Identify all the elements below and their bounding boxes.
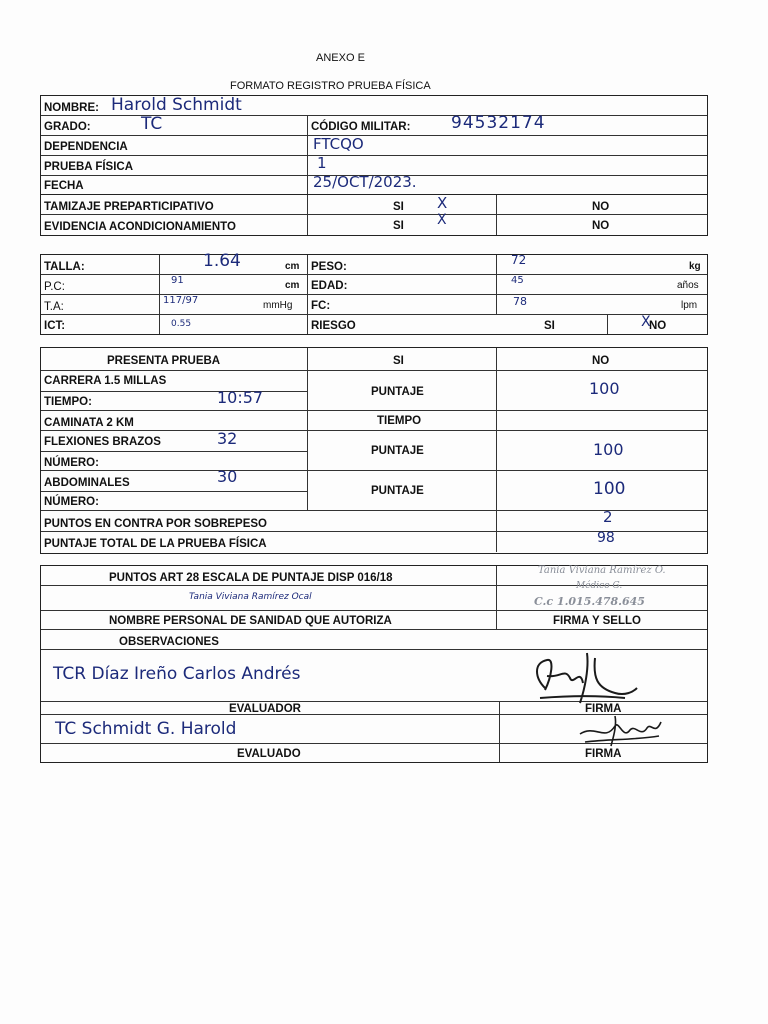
row-talla bbox=[41, 251, 707, 275]
evidencia-si: SI bbox=[393, 220, 404, 232]
fecha-value: 25/OCT/2023. bbox=[313, 173, 417, 191]
contra-value: 2 bbox=[603, 508, 613, 526]
grado-label: GRADO: bbox=[44, 121, 91, 133]
peso-value: 72 bbox=[511, 253, 527, 267]
tiempo-value: 10:57 bbox=[217, 388, 264, 407]
nombre-label: NOMBRE: bbox=[44, 102, 99, 114]
peso-label: PESO: bbox=[311, 261, 347, 273]
presenta-si: SI bbox=[393, 355, 404, 367]
riesgo-si: SI bbox=[544, 320, 555, 332]
abdominales-numero-label: NÚMERO: bbox=[44, 496, 99, 508]
stamp-line-1: Tania Viviana Ramírez O. bbox=[538, 565, 666, 576]
row-ict bbox=[41, 315, 707, 334]
row-grado bbox=[41, 113, 707, 136]
abdominales-puntaje-label: PUNTAJE bbox=[371, 485, 424, 497]
riesgo-no-mark: X bbox=[641, 314, 651, 330]
medical-stamp bbox=[508, 565, 678, 610]
firma2-label: FIRMA bbox=[585, 748, 622, 760]
row-fecha bbox=[41, 173, 707, 194]
presenta-label: PRESENTA PRUEBA bbox=[107, 355, 221, 367]
stamp-line-3: C.c 1.015.478.645 bbox=[534, 595, 645, 608]
edad-unit: años bbox=[677, 280, 699, 291]
ta-label: T.A: bbox=[44, 301, 64, 313]
talla-value: 1.64 bbox=[203, 251, 241, 271]
presenta-no: NO bbox=[592, 355, 610, 367]
tamizaje-no: NO bbox=[592, 201, 610, 213]
ta-unit: mmHg bbox=[263, 300, 293, 311]
art28-label: PUNTOS ART 28 ESCALA DE PUNTAJE DISP 016/18 bbox=[109, 572, 393, 584]
annex-label: ANEXO E bbox=[316, 52, 365, 64]
total-label: PUNTAJE TOTAL DE LA PRUEBA FÍSICA bbox=[44, 538, 267, 550]
ict-value: 0.55 bbox=[171, 319, 192, 329]
row-dependencia bbox=[41, 136, 707, 156]
riesgo-label: RIESGO bbox=[311, 320, 356, 332]
firma-label: FIRMA bbox=[585, 703, 622, 715]
evaluador-name: TCR Díaz Ireño Carlos Andrés bbox=[53, 664, 301, 684]
peso-unit: kg bbox=[689, 261, 701, 272]
row-flexiones bbox=[41, 431, 707, 471]
flexiones-numero-label: NÚMERO: bbox=[44, 457, 99, 469]
dependencia-value: FTCQO bbox=[313, 135, 364, 153]
measures-table bbox=[40, 251, 708, 335]
carrera-score: 100 bbox=[589, 379, 620, 398]
row-contra bbox=[41, 508, 707, 532]
abdominales-value: 30 bbox=[217, 467, 238, 486]
screening-table bbox=[40, 195, 708, 236]
row-evidencia bbox=[41, 212, 707, 235]
sanidad-name: Tania Viviana Ramírez Ocal bbox=[189, 592, 312, 602]
talla-label: TALLA: bbox=[44, 261, 85, 273]
evidencia-no: NO bbox=[592, 220, 610, 232]
codigo-value: 94532174 bbox=[451, 113, 546, 133]
carrera-puntaje-label: PUNTAJE bbox=[371, 386, 424, 398]
prueba-value: 1 bbox=[317, 154, 327, 172]
edad-label: EDAD: bbox=[311, 280, 348, 292]
codigo-label: CÓDIGO MILITAR: bbox=[311, 121, 411, 133]
row-caminata bbox=[41, 411, 707, 431]
grado-value: TC bbox=[141, 114, 163, 134]
nombre-value: Harold Schmidt bbox=[111, 95, 242, 115]
row-tamizaje bbox=[41, 195, 707, 215]
evaluador-signature bbox=[525, 648, 645, 708]
fc-label: FC: bbox=[311, 300, 331, 312]
total-value: 98 bbox=[597, 530, 615, 546]
prueba-label: PRUEBA FÍSICA bbox=[44, 161, 134, 173]
pc-label: P.C: bbox=[44, 281, 65, 293]
row-total bbox=[41, 532, 707, 552]
stamp-line-2: Médico G. bbox=[576, 581, 623, 591]
flexiones-puntaje-label: PUNTAJE bbox=[371, 445, 424, 457]
dependencia-label: DEPENDENCIA bbox=[44, 141, 128, 153]
evaluado-name: TC Schmidt G. Harold bbox=[55, 719, 237, 739]
tamizaje-mark: X bbox=[437, 194, 448, 212]
row-carrera bbox=[41, 371, 707, 411]
row-sanidad-label bbox=[41, 611, 707, 630]
contra-label: PUNTOS EN CONTRA POR SOBREPESO bbox=[44, 518, 268, 530]
flexiones-score: 100 bbox=[593, 440, 624, 459]
abdominales-label: ABDOMINALES bbox=[44, 477, 130, 489]
ta-value: 117/97 bbox=[163, 295, 199, 306]
flexiones-value: 32 bbox=[217, 429, 238, 448]
tiempo-label: TIEMPO: bbox=[44, 396, 92, 408]
carrera-label: CARRERA 1.5 MILLAS bbox=[44, 375, 167, 387]
row-pc bbox=[41, 275, 707, 295]
row-nombre bbox=[41, 96, 707, 116]
fc-value: 78 bbox=[513, 295, 527, 308]
edad-value: 45 bbox=[511, 275, 524, 286]
tests-table bbox=[40, 347, 708, 554]
abdominales-score: 100 bbox=[593, 479, 626, 499]
row-observaciones bbox=[41, 630, 707, 650]
evaluado-signature bbox=[575, 712, 665, 750]
firma-sello-label: FIRMA Y SELLO bbox=[553, 615, 641, 627]
talla-unit: cm bbox=[285, 261, 300, 272]
sanidad-label: NOMBRE PERSONAL DE SANIDAD QUE AUTORIZA bbox=[109, 615, 392, 627]
evidencia-label: EVIDENCIA ACONDICIONAMIENTO bbox=[44, 221, 236, 233]
form-title: FORMATO REGISTRO PRUEBA FÍSICA bbox=[230, 80, 431, 92]
riesgo-no: NO bbox=[649, 320, 667, 332]
tamizaje-si: SI bbox=[393, 201, 404, 213]
row-ta bbox=[41, 295, 707, 315]
pc-value: 91 bbox=[171, 275, 184, 286]
row-abdominales bbox=[41, 467, 707, 511]
personal-table bbox=[40, 95, 708, 195]
observaciones-label: OBSERVACIONES bbox=[119, 636, 219, 648]
row-presenta bbox=[41, 348, 707, 371]
evaluador-label: EVALUADOR bbox=[229, 703, 301, 715]
tamizaje-label: TAMIZAJE PREPARTICIPATIVO bbox=[44, 201, 214, 213]
caminata-tiempo-label: TIEMPO bbox=[377, 415, 422, 427]
fc-unit: lpm bbox=[681, 300, 698, 311]
fecha-label: FECHA bbox=[44, 180, 84, 192]
evaluado-label: EVALUADO bbox=[237, 748, 301, 760]
ict-label: ICT: bbox=[44, 320, 66, 332]
caminata-label: CAMINATA 2 KM bbox=[44, 417, 134, 429]
flexiones-label: FLEXIONES BRAZOS bbox=[44, 436, 161, 448]
evidencia-mark: X bbox=[437, 212, 447, 228]
pc-unit: cm bbox=[285, 280, 300, 291]
